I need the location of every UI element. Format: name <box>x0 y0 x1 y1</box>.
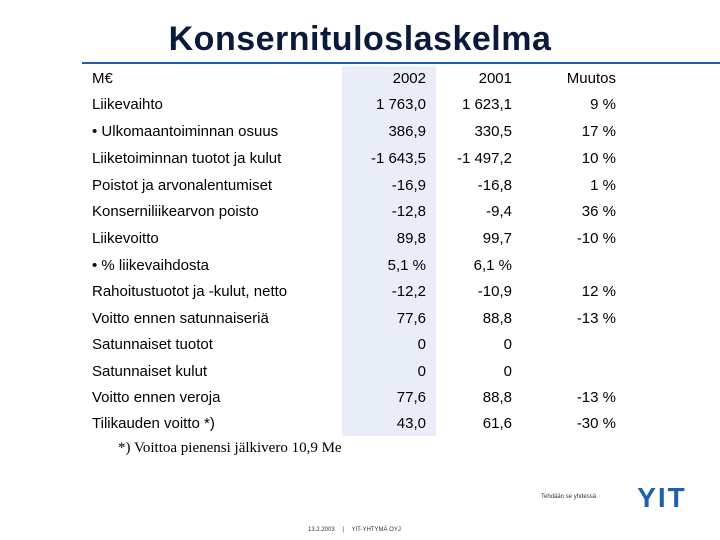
row-label: • % liikevaihdosta <box>92 257 209 274</box>
footer-date: 13.2.2003 <box>308 527 335 533</box>
value-2002: -12,8 <box>391 203 426 220</box>
value-change: 17 % <box>581 123 616 140</box>
value-2001: 99,7 <box>482 230 512 247</box>
table-row <box>84 92 634 118</box>
value-change: 10 % <box>581 150 616 167</box>
table-row <box>84 411 634 437</box>
row-label: Voitto ennen veroja <box>92 389 221 406</box>
row-label: Satunnaiset tuotot <box>92 336 213 353</box>
table-row <box>84 173 634 199</box>
logo-text: YIT <box>637 484 687 510</box>
value-2001: 1 623,1 <box>461 96 512 113</box>
value-2001: 330,5 <box>474 123 512 140</box>
footer-tagline: Tehdään se yhdessä <box>541 494 597 500</box>
value-2001: 0 <box>503 363 512 380</box>
value-2001: -16,8 <box>477 177 512 194</box>
value-change: -13 % <box>576 389 616 406</box>
value-2001: -10,9 <box>477 283 512 300</box>
value-change: 1 % <box>590 177 616 194</box>
footer-company: YIT-YHTYMÄ OYJ <box>351 527 401 533</box>
table-row <box>84 306 634 332</box>
table-row <box>84 332 634 358</box>
page-title: Konsernituloslaskelma <box>168 20 552 58</box>
value-2002: 77,6 <box>396 310 426 327</box>
value-2002: 386,9 <box>388 123 426 140</box>
value-2001: 88,8 <box>482 389 512 406</box>
value-2002: 77,6 <box>396 389 426 406</box>
table-row <box>84 359 634 385</box>
value-change: 9 % <box>590 96 616 113</box>
value-change <box>534 332 616 358</box>
title-rule <box>82 62 720 64</box>
value-change: 36 % <box>581 203 616 220</box>
value-change <box>534 253 616 279</box>
value-2002: -12,2 <box>391 283 426 300</box>
value-2002: 5,1 % <box>387 257 426 274</box>
table-row <box>84 119 634 145</box>
value-2001: -9,4 <box>486 203 512 220</box>
value-2002: 43,0 <box>396 415 426 432</box>
header-label: M€ <box>92 70 113 87</box>
row-label: Liikevaihto <box>92 96 163 113</box>
value-change: -10 % <box>576 230 616 247</box>
value-change: -13 % <box>576 310 616 327</box>
value-2001: 88,8 <box>482 310 512 327</box>
footer-separator: | <box>342 527 344 533</box>
header-change: Muutos <box>566 70 616 87</box>
yit-logo-icon <box>620 484 704 510</box>
table-row <box>84 279 634 305</box>
table-header-row <box>84 66 634 92</box>
value-2002: 89,8 <box>396 230 426 247</box>
row-label: Poistot ja arvonalentumiset <box>92 177 273 194</box>
table-row <box>84 199 634 225</box>
table-row <box>84 146 634 172</box>
row-label: Voitto ennen satunnaiseriä <box>92 310 269 327</box>
table-row <box>84 226 634 252</box>
value-2002: 0 <box>417 336 426 353</box>
value-2001: 0 <box>503 336 512 353</box>
row-label: Liikevoitto <box>92 230 159 247</box>
value-change <box>534 359 616 385</box>
value-2001: 61,6 <box>482 415 512 432</box>
header-2002: 2002 <box>392 70 426 87</box>
footnote: *) Voittoa pienensi jälkivero 10,9 Me <box>118 440 342 456</box>
row-label: Liiketoiminnan tuotot ja kulut <box>92 150 282 167</box>
value-2002: 1 763,0 <box>375 96 426 113</box>
value-2002: -16,9 <box>391 177 426 194</box>
row-label: Konserniliikearvon poisto <box>92 203 259 220</box>
row-label: Rahoitustuotot ja -kulut, netto <box>92 283 288 300</box>
header-2001: 2001 <box>478 70 512 87</box>
value-change: -30 % <box>576 415 616 432</box>
value-2002: 0 <box>417 363 426 380</box>
value-2001: -1 497,2 <box>456 150 512 167</box>
row-label: Tilikauden voitto *) <box>92 415 215 432</box>
value-2002: -1 643,5 <box>370 150 426 167</box>
footer-info <box>308 527 407 533</box>
value-2001: 6,1 % <box>473 257 512 274</box>
row-label: • Ulkomaantoiminnan osuus <box>92 123 279 140</box>
row-label: Satunnaiset kulut <box>92 363 208 380</box>
table-row <box>84 253 634 279</box>
table-row <box>84 385 634 411</box>
value-change: 12 % <box>581 283 616 300</box>
